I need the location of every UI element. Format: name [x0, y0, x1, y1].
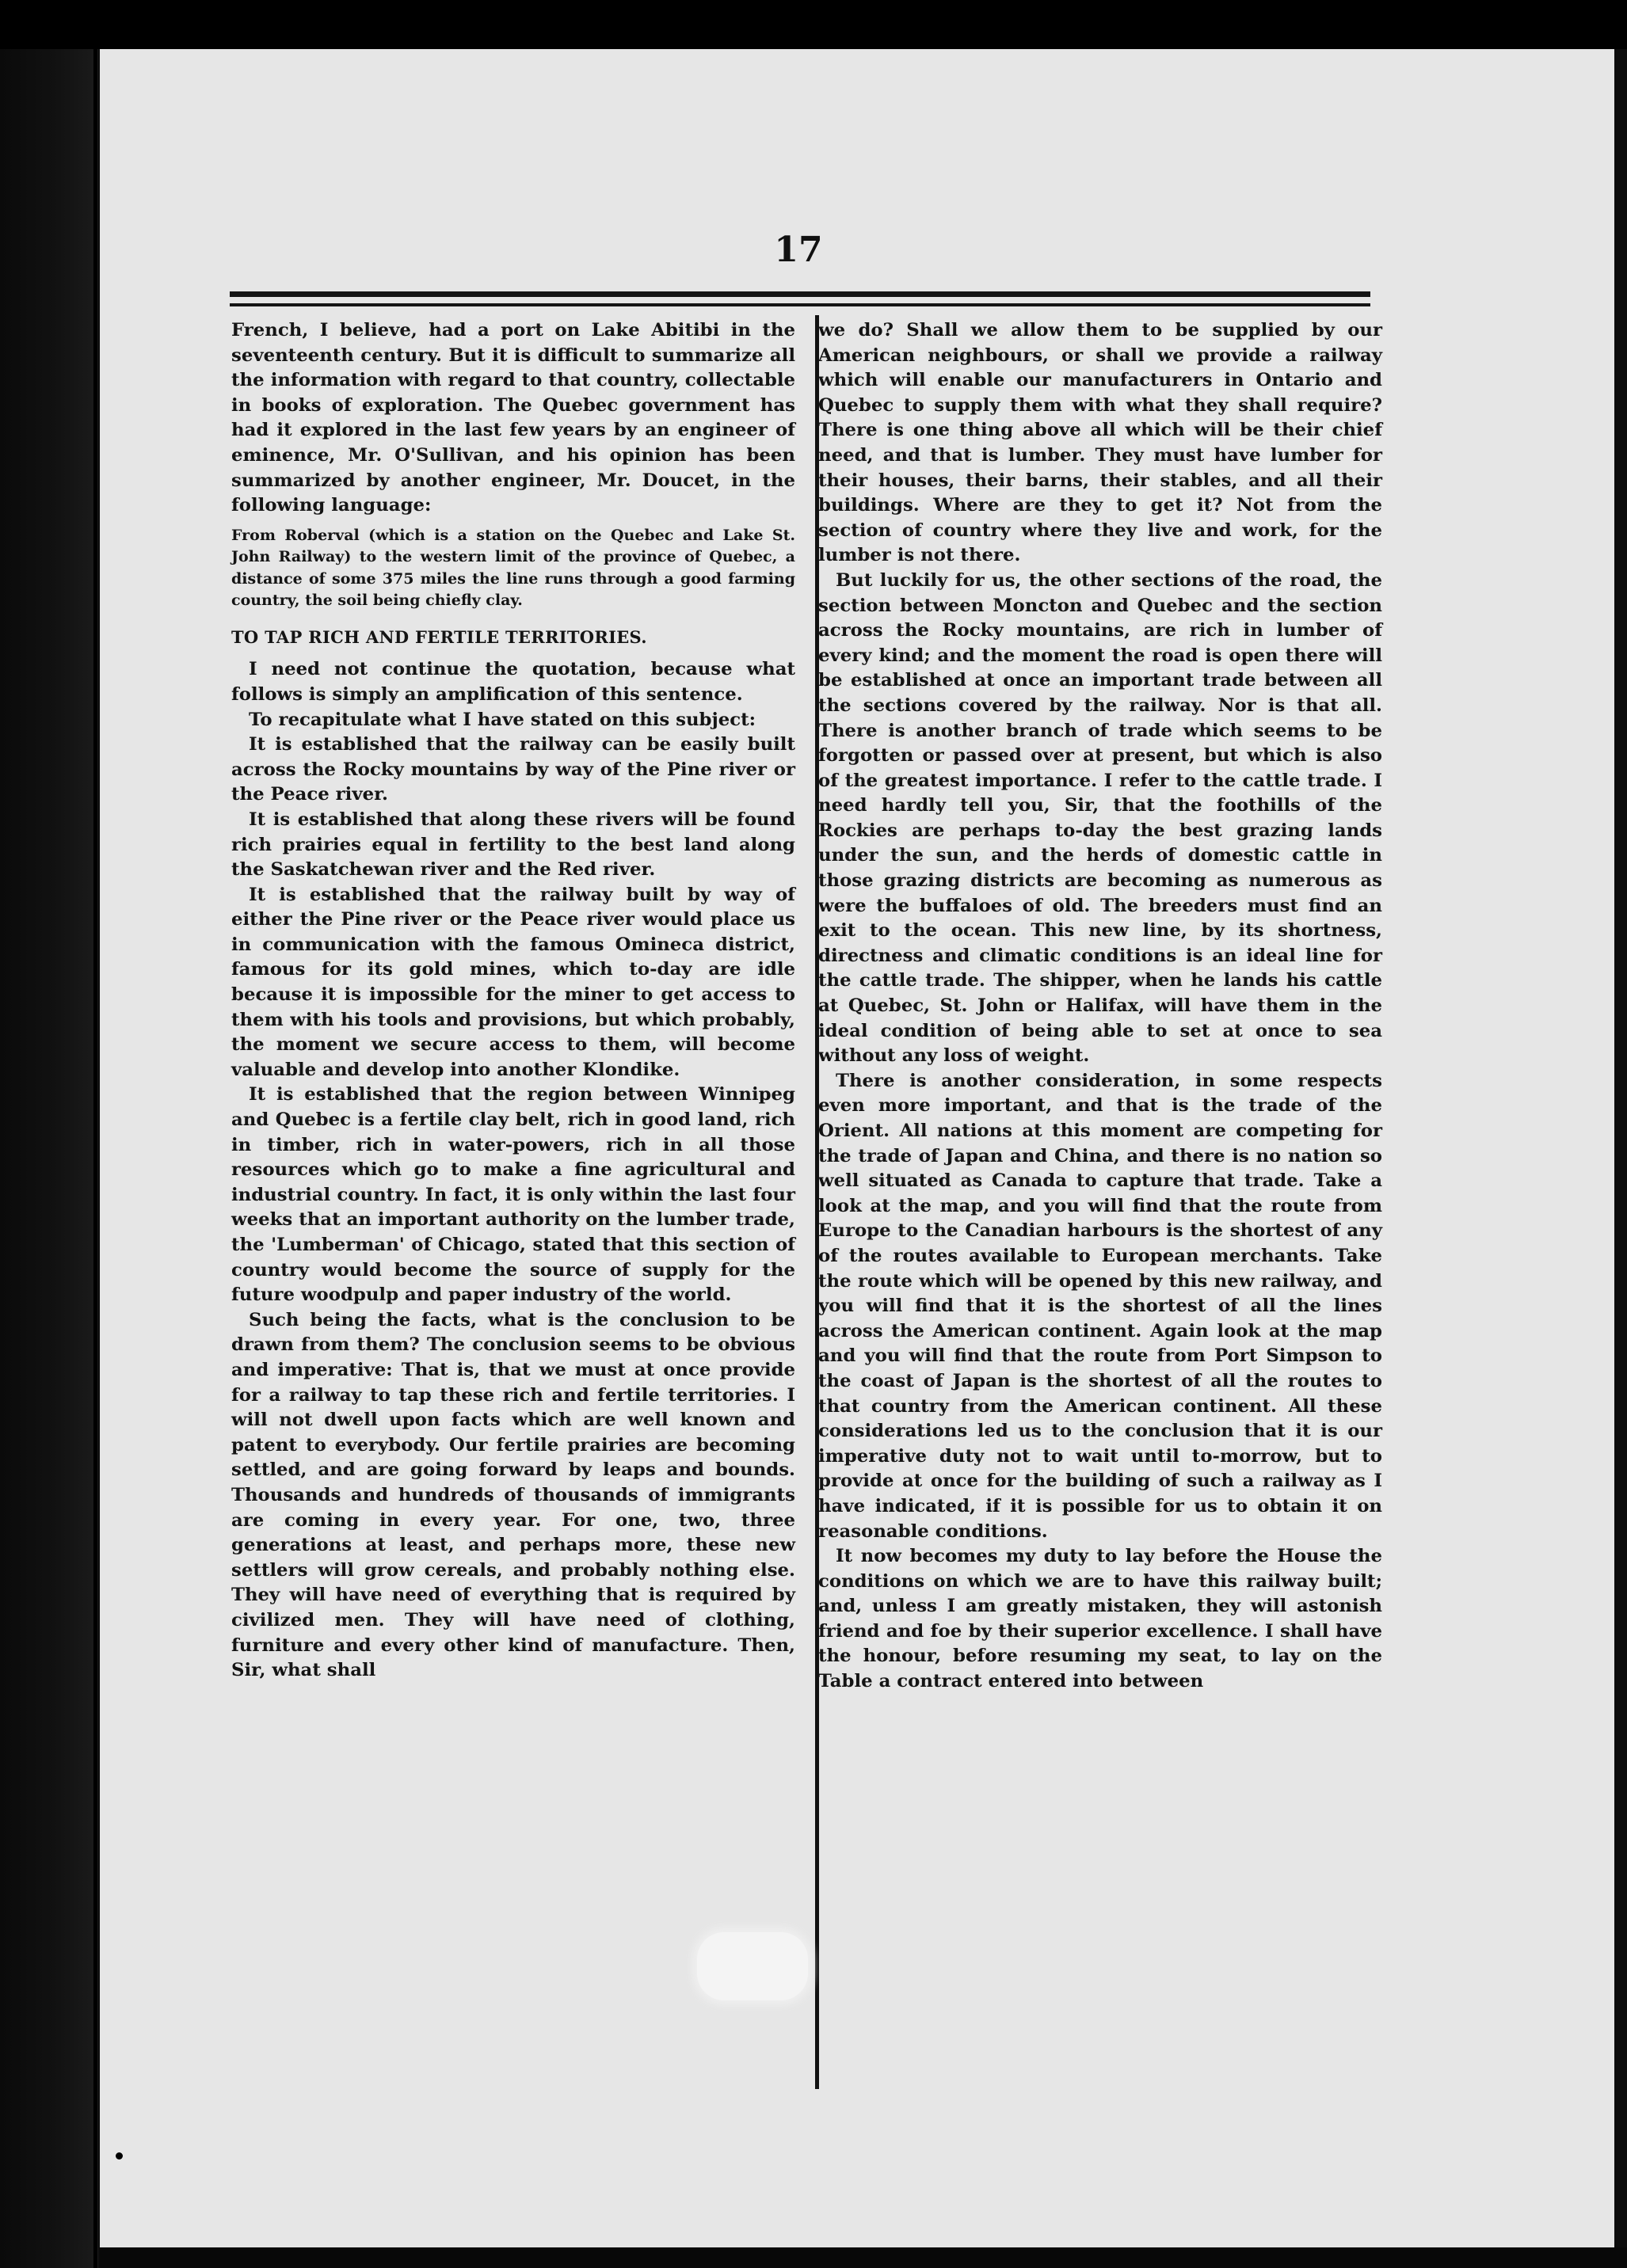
paragraph: It is established that the railway built by way of either the Pine river or the Peace river would place us in communication with the famous Omineca district, famous for its gold mines, which to-day are idle because it is impossible for the miner to get access to them with his tools and provisions, but which probably, the moment we secure access to them, will become valuable and develop into another Klondike. [231, 884, 795, 1080]
block-quote: From Roberval (which is a station on the Quebec and Lake St. John Railway) to the western limit of the province of Quebec, a distance of some 375 miles the line runs through a good farming country, the soil being chiefly clay. [231, 526, 795, 610]
page-number: 17 [774, 230, 823, 270]
paragraph: we do? Shall we allow them to be supplied by our American neighbours, or shall we provide a railway which will enable our manufacturers in Ontario and Quebec to supply them with what they shall require? There is one thing above all which will be their chief need, and that is lumber. They must have lumber for their houses, their barns, their stables, and all their buildings. Where are they to get it? Not from the section of country where they live and work, for the lumber is not there. [818, 320, 1382, 566]
paragraph: It is established that the railway can be easily built across the Rocky mountains by way of the Pine river or the Peace river. [231, 734, 795, 805]
paragraph: It is established that the region between Winnipeg and Quebec is a fertile clay belt, rich in good land, rich in timber, rich in water-powers, rich in all those resources which go to make a fine agricultural and industrial country. In fact, it is only within the last four weeks that an important authority on the lumber trade, the 'Lumberman' of Chicago, stated that this section of country would become the source of supply for the future woodpulp and paper industry of the world. [231, 1084, 795, 1306]
top-black-border [0, 0, 1627, 49]
left-column [231, 318, 795, 1684]
paragraph: Such being the facts, what is the conclusion to be drawn from them? The conclusion seems to be obvious and imperative: That is, that we must at once provide for a railway to tap these rich and fertile territories. I will not dwell upon facts which are well known and patent to everybody. Our fertile prairies are becoming settled, and are going forward by leaps and bounds. Thousands and hundreds of thousands of immigrants are coming in every year. For one, two, three generations at least, and perhaps more, these new settlers will grow cereals, and probably nothing else. They will have need of everything that is required by civilized men. They will have need of clothing, furniture and every other kind of manufacture. Then, Sir, what shall [231, 1309, 795, 1681]
ink-spot [116, 2152, 123, 2160]
left-margin-shadow [0, 49, 98, 2268]
paragraph: It now becomes my duty to lay before the House the conditions on which we are to have this railway built; and, unless I am greatly mistaken, they will astonish friend and foe by their superior excellence. I shall have the honour, before resuming my seat, to lay on the Table a contract entered into between [818, 1546, 1382, 1692]
paragraph: I need not continue the quotation, because what follows is simply an amplification of this sentence. [231, 659, 795, 705]
binding-line [93, 49, 97, 2268]
paper-smudge [697, 1932, 808, 2000]
paragraph: French, I believe, had a port on Lake Abitibi in the seventeenth century. But it is difficult to summarize all the information with regard to that country, collectable in books of exploration. The Quebec government has had it explored in the last few years by an engineer of eminence, Mr. O'Sullivan, and his opinion has been summarized by another engineer, Mr. Doucet, in the following language: [231, 320, 795, 516]
paragraph: It is established that along these rivers will be found rich prairies equal in fertility to the best land along the Saskatchewan river and the Red river. [231, 809, 795, 881]
paragraph: To recapitulate what I have stated on this subject: [249, 709, 756, 730]
bottom-black-border [100, 2247, 1627, 2268]
right-page-edge [1614, 49, 1627, 2268]
header-rule-thin [230, 303, 1370, 306]
paragraph: But luckily for us, the other sections of the road, the section between Moncton and Quebec and the section across the Rocky mountains, are rich in lumber of every kind; and the moment the road is open there will be established at once an important trade between all the sections covered by the railway. Nor is that all. There is another branch of trade which seems to be forgotten or passed over at present, but which is also of the greatest importance. I refer to the cattle trade. I need hardly tell you, Sir, that the foothills of the Rockies are perhaps to-day the best grazing lands under the sun, and the herds of domestic cattle in those grazing districts are becoming as numerous as were the buffaloes of old. The breeders must find an exit to the ocean. This new line, by its shortness, directness and climatic conditions is an ideal line for the cattle trade. The shipper, when he lands his cattle at Quebec, St. John or Halifax, will have them in the ideal condition of being able to set at once to sea without any loss of weight. [818, 569, 1382, 1067]
paragraph: There is another consideration, in some respects even more important, and that is the trade of the Orient. All nations at this moment are competing for the trade of Japan and China, and there is no nation so well situated as Canada to capture that trade. Take a look at the map, and you will find that the route from Europe to the Canadian harbours is the shortest of any of the routes available to European merchants. Take the route which will be opened by this new railway, and you will find that it is the shortest of all the lines across the American continent. Again look at the map and you will find that the route from Port Simpson to the coast of Japan is the shortest of all the routes to that country from the American continent. All these considerations led us to the conclusion that it is our imperative duty not to wait until to-morrow, but to provide at once for the building of such a railway as I have indicated, if it is possible for us to obtain it on reasonable conditions. [818, 1070, 1382, 1542]
section-heading: TO TAP RICH AND FERTILE TERRITORIES. [231, 626, 647, 647]
right-column [818, 318, 1382, 1695]
header-rule-thick [230, 291, 1370, 297]
